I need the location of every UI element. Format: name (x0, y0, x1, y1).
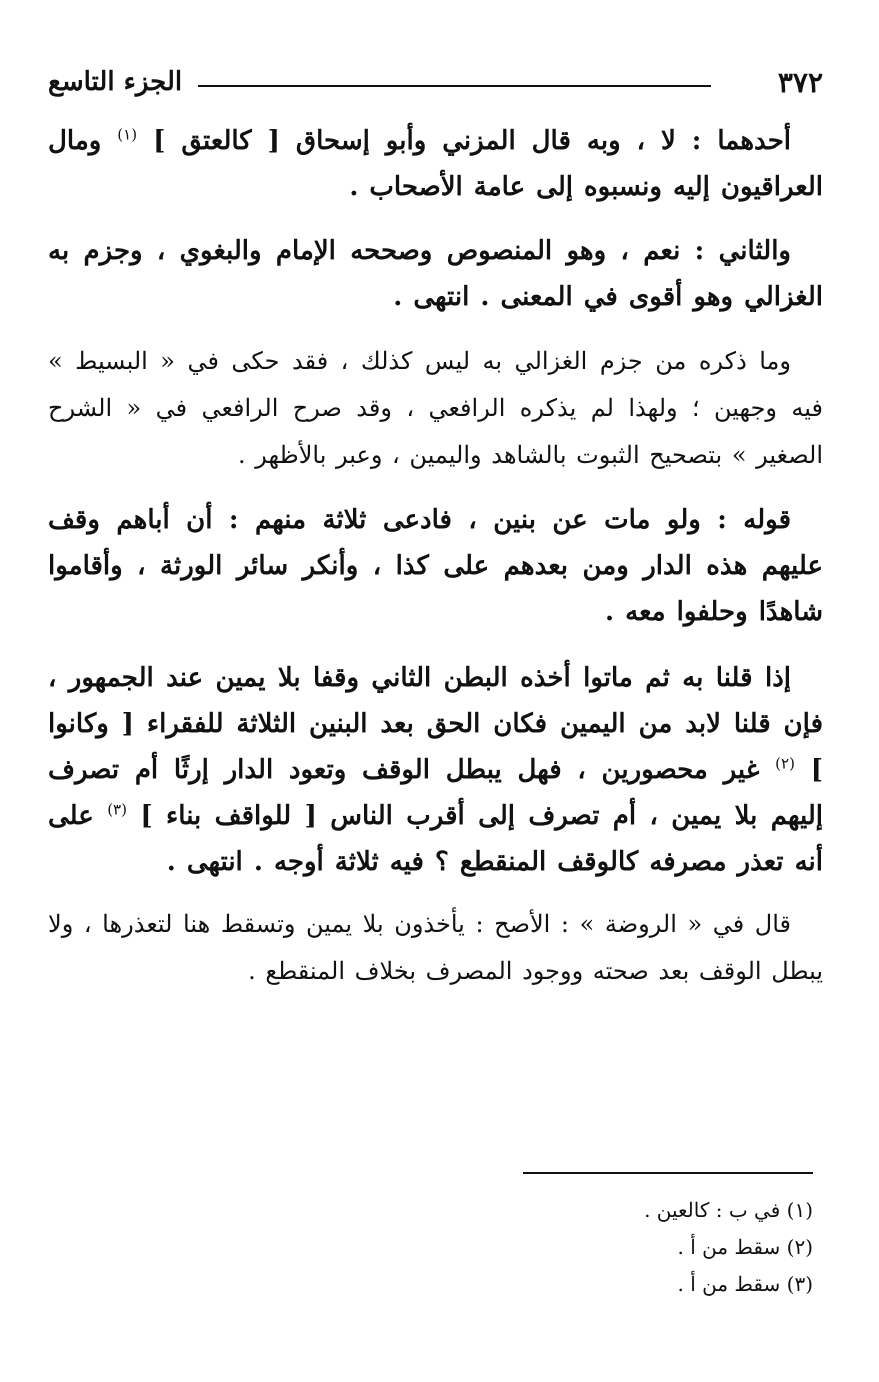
running-title: الجزء التاسع (48, 67, 183, 97)
paragraph-text: غير محصورين ، فهل يبطل الوقف وتعود الدار إرثًا أم تصرف إليهم بلا يمين ، أم تصرف إلى أقرب الناس [ للواقف بناء ] (48, 755, 823, 831)
footnote-1: (١) في ب : كالعين . (644, 1198, 813, 1222)
footnote-rule (523, 1172, 813, 1174)
paragraph-first-opinion (48, 118, 823, 210)
paragraph-text: على أنه تعذر مصرفه كالوقف المنقطع ؟ فيه ثلاثة أوجه . انتهى . (48, 801, 823, 877)
page-header (48, 60, 823, 104)
footnote-2: (٢) سقط من أ . (677, 1235, 813, 1259)
paragraph-text: إذا قلنا به ثم ماتوا أخذه البطن الثاني وقفا بلا يمين عند الجمهور ، فإن قلنا لابد من اليمين فكان الحق بعد البنين الثلاثة للفقراء [ وكانوا ] (48, 663, 823, 785)
footnotes (53, 1172, 813, 1303)
paragraph-text: أحدهما : لا ، وبه قال المزني وأبو إسحاق [ كالعتق ] (153, 126, 791, 156)
footnote-ref-1: (١) (117, 125, 138, 144)
paragraph-waqf-question (48, 655, 823, 885)
paragraph-rawda: قال في « الروضة » : الأصح : يأخذون بلا يمين وتسقط هنا لتعذرها ، ولا يبطل الوقف بعد صحته ووجود المصرف بخلاف المنقطع . (48, 910, 823, 985)
paragraph-text: ومال العراقيون إليه ونسبوه إلى عامة الأصحاب . (48, 126, 823, 202)
book-page (48, 60, 823, 1360)
page-number: ٣٧٢ (777, 65, 823, 99)
paragraph-qawluhu: قوله : ولو مات عن بنين ، فادعى ثلاثة منهم : أن أباهم وقف عليهم هذه الدار ومن بعدهم على كذا ، وأنكر سائر الورثة ، وأقاموا شاهدًا وحلفوا معه . (48, 505, 823, 627)
paragraph-second-opinion: والثاني : نعم ، وهو المنصوص وصححه الإمام والبغوي ، وجزم به الغزالي وهو أقوى في المعنى . انتهى . (48, 236, 823, 312)
header-rule (198, 85, 711, 87)
footnote-3: (٣) سقط من أ . (677, 1272, 813, 1296)
footnote-ref-3: (٣) (107, 800, 127, 819)
paragraph-commentary-basit: وما ذكره من جزم الغزالي به ليس كذلك ، فقد حكى في « البسيط » فيه وجهين ؛ ولهذا لم يذكره الرافعي ، وقد صرح الرافعي في « الشرح الصغير » بتصحيح الثبوت بالشاهد واليمين ، وعبر بالأظهر . (48, 347, 823, 469)
footnote-ref-2: (٢) (775, 754, 795, 773)
